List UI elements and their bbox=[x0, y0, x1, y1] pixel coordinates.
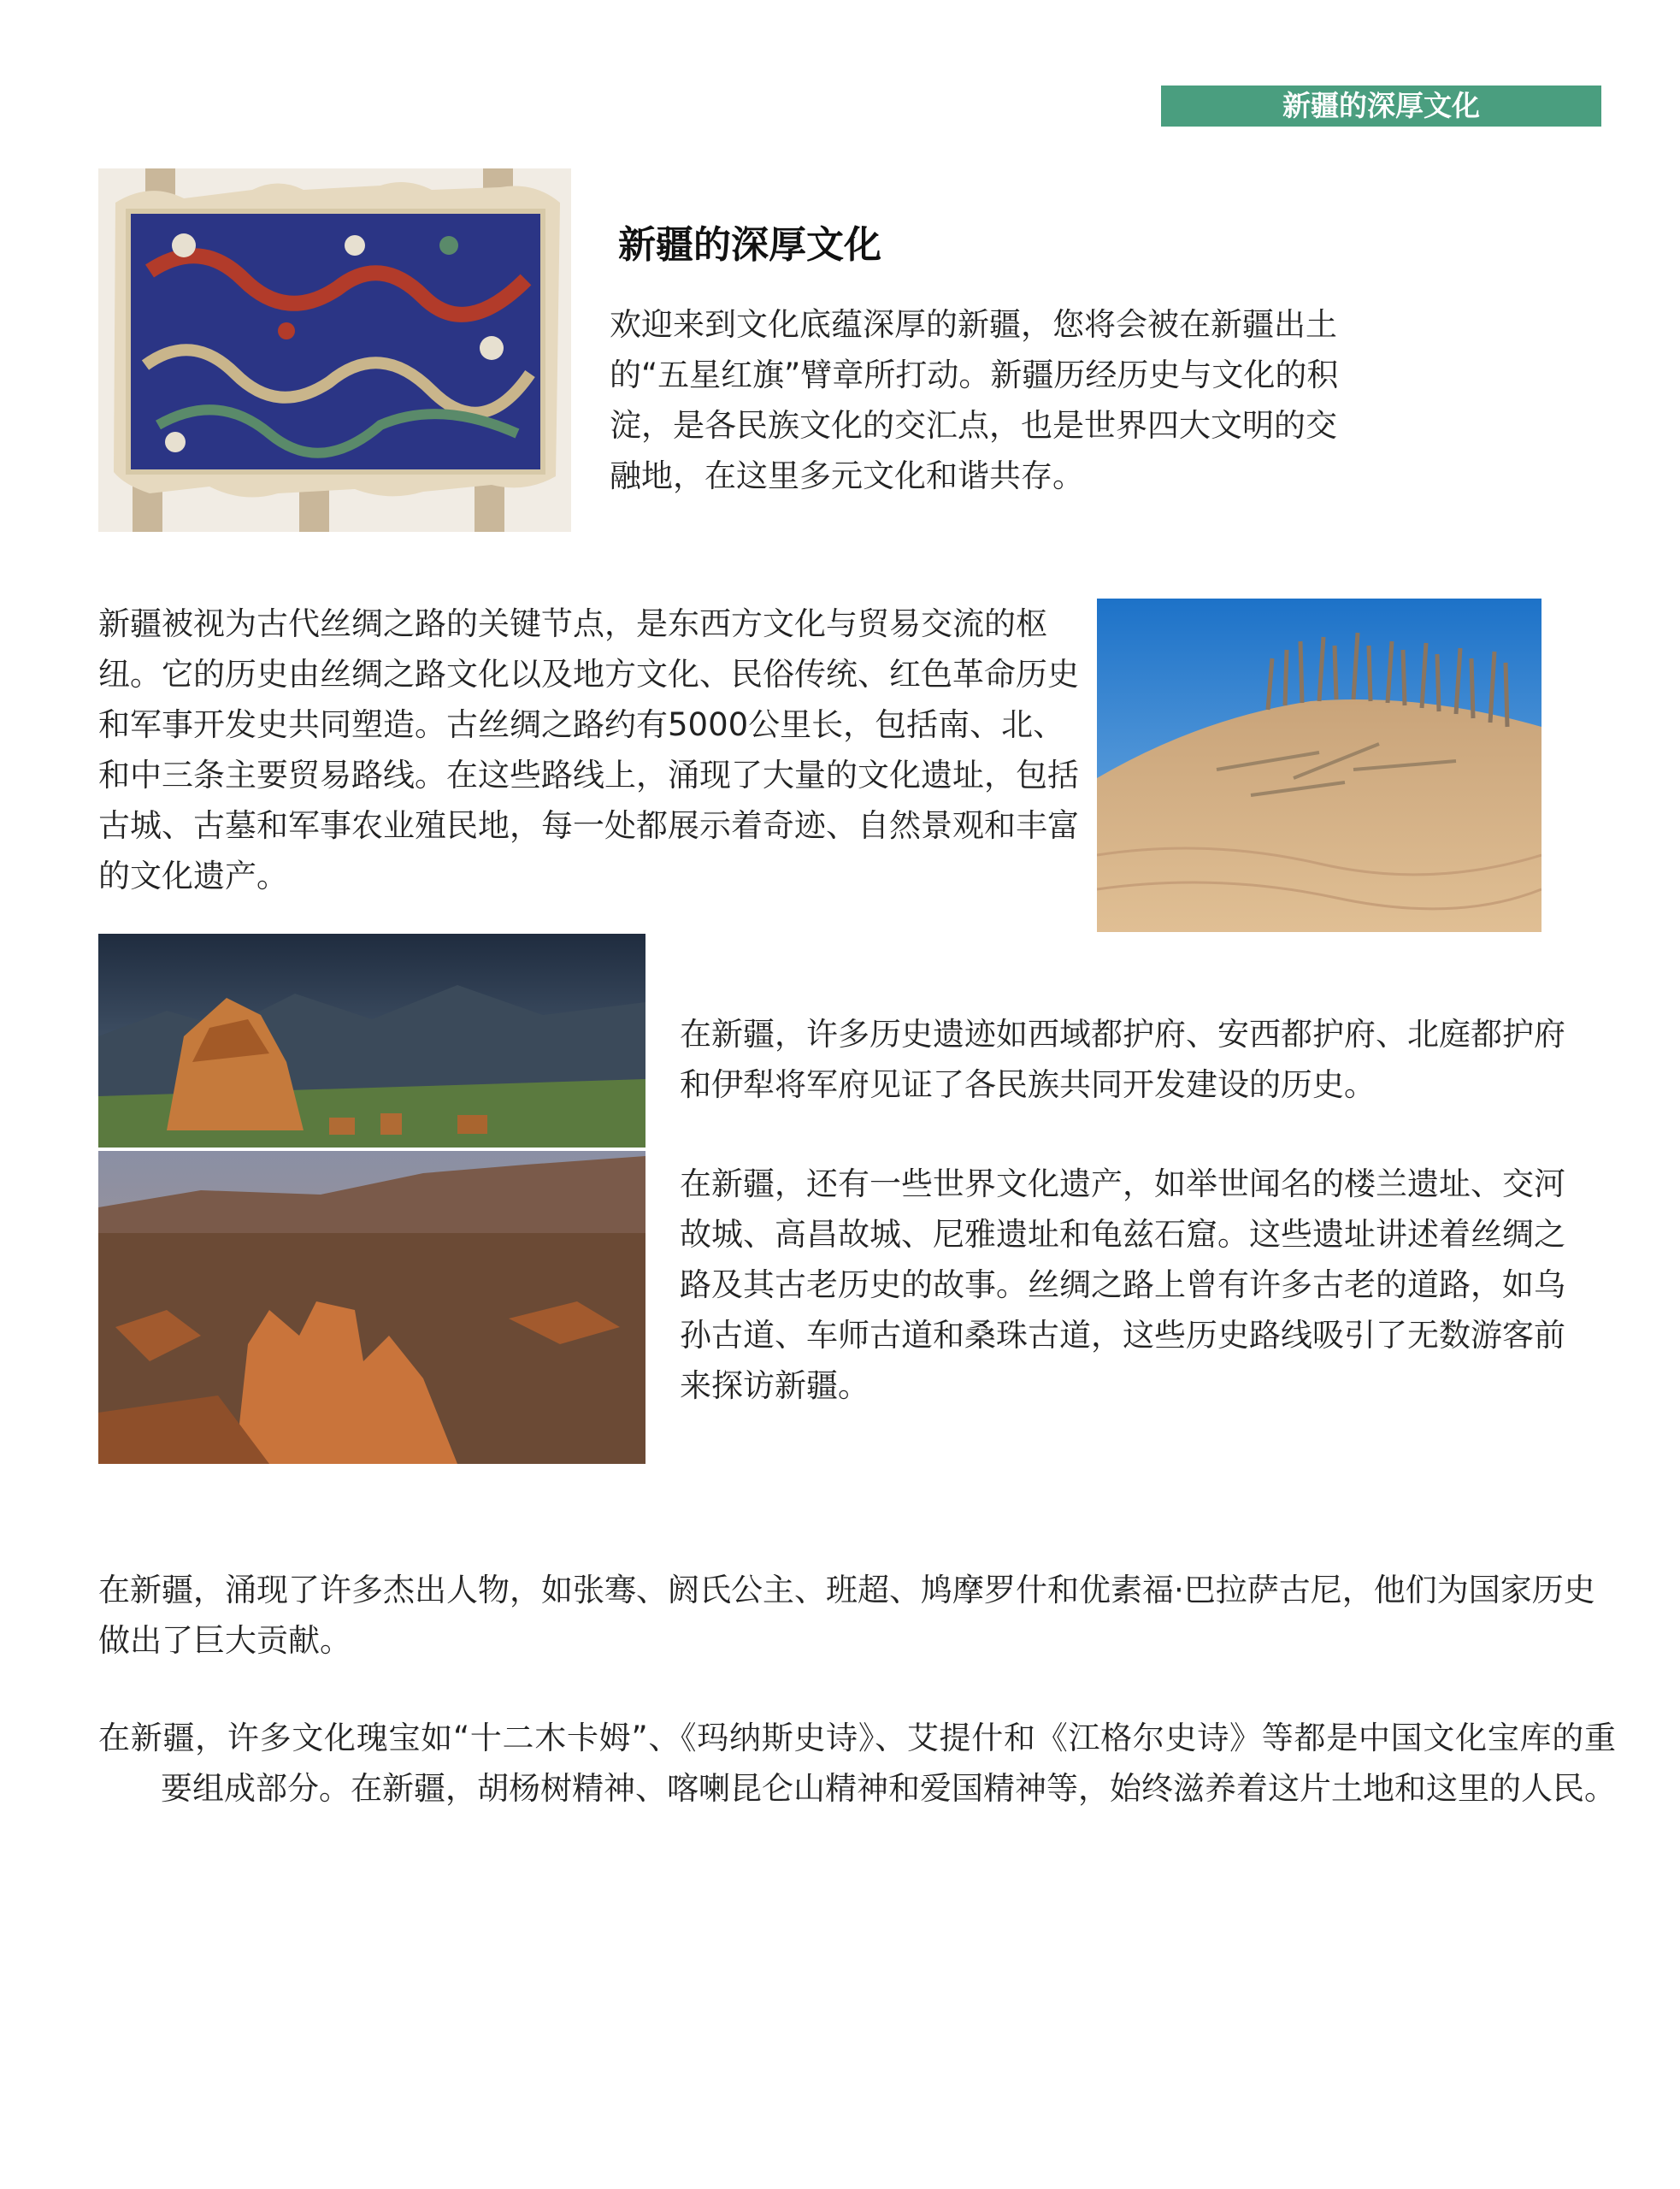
notable-figures-paragraph: 在新疆，涌现了许多杰出人物，如张骞、阏氏公主、班超、鸠摩罗什和优素福·巴拉萨古尼，他们为国家历史做出了巨大贡献。 bbox=[98, 1572, 1595, 1659]
desert-ruins-image bbox=[1097, 599, 1541, 932]
silk-road-paragraph: 新疆被视为古代丝绸之路的关键节点，是东西方文化与贸易交流的枢纽。它的历史由丝绸之路文化以及地方文化、民俗传统、红色革命历史和军事开发史共同塑造。古丝绸之路约有5000公里长，包括南、北、和中三条主要贸易路线。在这些路线上，涌现了大量的文化遗址，包括古城、古墓和军事农业殖民地，每一处都展示着奇迹、自然景观和丰富的文化遗产。 bbox=[98, 605, 1079, 894]
historic-sites-paragraph: 在新疆，许多历史遗迹如西域都护府、安西都护府、北庭都护府和伊犁将军府见证了各民族共同开发建设的历史。 bbox=[680, 1016, 1565, 1103]
armband-image bbox=[98, 168, 571, 532]
cultural-treasures-paragraph: 在新疆，许多文化瑰宝如“十二木卡姆”、《玛纳斯史诗》、艾提什和《江格尔史诗》等都是中国文化宝库的重要组成部分。在新疆，胡杨树精神、喀喇昆仑山精神和爱国精神等，始终滋养着这片土地和这里的人民。 bbox=[98, 1720, 1616, 1807]
world-heritage-paragraph: 在新疆，还有一些世界文化遗产，如举世闻名的楼兰遗址、交河故城、高昌故城、尼雅遗址和龟兹石窟。这些遗址讲述着丝绸之路及其古老历史的故事。丝绸之路上曾有许多古老的道路，如乌孙古道、车师古道和桑珠古道，这些历史路线吸引了无数游客前来探访新疆。 bbox=[680, 1165, 1565, 1404]
header-section-tag: 新疆的深厚文化 bbox=[1161, 86, 1601, 127]
ruins-landscape-image bbox=[98, 934, 645, 1464]
page-title: 新疆的深厚文化 bbox=[618, 223, 881, 267]
intro-paragraph: 欢迎来到文化底蕴深厚的新疆，您将会被在新疆出土的“五星红旗”臂章所打动。新疆历经历史与文化的积淀，是各民族文化的交汇点，也是世界四大文明的交融地，在这里多元文化和谐共存。 bbox=[610, 306, 1339, 494]
